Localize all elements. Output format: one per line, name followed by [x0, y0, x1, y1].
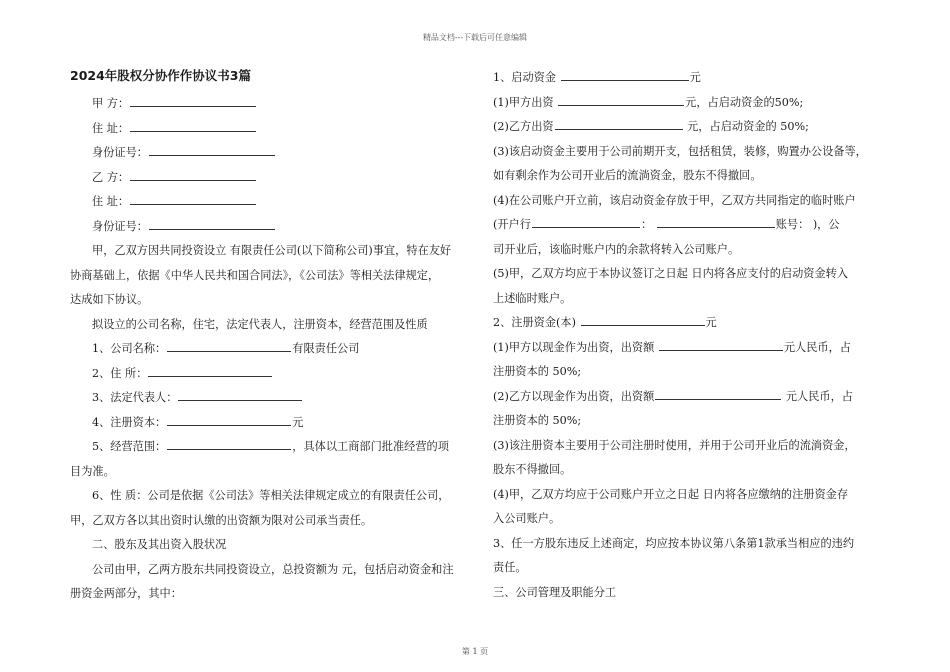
account-name-blank [657, 215, 775, 228]
startup-fund-blank [561, 68, 689, 81]
id-a-line: 身份证号： [70, 141, 470, 166]
id-a-blank [149, 143, 275, 156]
business-scope-blank [167, 437, 291, 450]
breach-line: 3、任一方股东违反上述商定，均应按本协议第八条第1款承当相应的违约 [493, 536, 855, 550]
breach-line-2: 责任。 [493, 561, 527, 574]
company-address-line: 2、住 所： [70, 362, 470, 387]
party-b-contribution-blank [555, 117, 683, 130]
legal-rep-line: 3、法定代表人： [70, 386, 470, 411]
party-b-line: 乙 方： [70, 166, 470, 191]
party-a-cash-line: (1)甲方以现金作为出资，出资额 元人民币，占 [493, 336, 888, 361]
investment-line: 公司由甲，乙两方股东共同投资设立，总投资额为 元，包括启动资金和注 [92, 562, 454, 576]
startup-use-line: (3)该启动资金主要用于公司前期开支，包括租赁，装修，购置办公设备等， [493, 144, 867, 158]
registered-capital-blank [167, 413, 291, 426]
party-b-contribution-line: (2)乙方出资 元，占启动资金的 50%; [493, 115, 888, 140]
address-a-line: 住 址： [70, 117, 470, 142]
party-a-cash-line-2: 注册资本的 50%; [493, 365, 582, 378]
temp-account-line: (4)在公司账户开立前，该启动资金存放于甲，乙双方共同指定的临时账户 [493, 193, 856, 207]
party-b-blank [130, 168, 256, 181]
address-b-line: 住 址： [70, 190, 470, 215]
id-b-line: 身份证号： [70, 215, 470, 240]
page-header: 精品文档---下载后可任意编辑 [422, 33, 528, 42]
bank-blank [532, 215, 640, 228]
intro-paragraph-line: 协商基础上，依据《中华人民共和国合同法》，《公司法》等相关法律规定， [70, 268, 440, 282]
company-name-line: 1、公司名称： 有限责任公司 [70, 337, 470, 362]
registered-capital-line: 4、注册资本： 元 [70, 411, 470, 436]
party-b-cash-line-2: 注册资本的 50%; [493, 414, 582, 427]
document-title: 2024年股权分协作作协议书3篇 [70, 68, 251, 83]
party-a-contribution-blank [558, 93, 684, 106]
party-a-cash-blank [659, 338, 783, 351]
registered-deposit-line: (4)甲，乙双方均应于公司账户开立之日起 日内将各应缴纳的注册资金存 [493, 487, 849, 501]
registered-use-line: (3)该注册资本主要用于公司注册时使用，并用于公司开业后的流淌资金， [493, 438, 856, 452]
startup-use-line-2: 如有剩余作为公司开业后的流淌资金，股东不得撤回。 [493, 169, 762, 182]
section-2-heading: 二、股东及其出资入股状况 [92, 538, 227, 551]
party-a-blank [130, 94, 256, 107]
page-footer: 第 1 页 [461, 647, 489, 656]
address-a-blank [130, 119, 256, 132]
company-address-blank [148, 364, 272, 377]
intro-paragraph-line: 达成如下协议。 [70, 293, 149, 306]
party-a-line: 甲 方： [70, 92, 470, 117]
business-scope-line: 5、经营范围： ，具体以工商部门批准经营的项 [70, 435, 470, 460]
registered-fund-blank [581, 313, 705, 326]
left-column [70, 66, 470, 607]
registered-use-line-2: 股东不得撤回。 [493, 463, 572, 476]
id-b-blank [149, 217, 275, 230]
intro-paragraph-line: 甲，乙双方因共同投资设立 有限责任公司(以下简称公司)事宜，特在友好 [92, 244, 452, 257]
business-scope-line-2: 目为准。 [70, 464, 115, 478]
startup-fund-line: 1、启动资金 元 [493, 66, 888, 91]
investment-line-2: 册资金两部分，其中： [70, 587, 182, 600]
company-nature-line: 6、性 质：公司是依据《公司法》等相关法律规定成立的有限责任公司， [92, 489, 450, 502]
legal-rep-blank [178, 388, 302, 401]
party-b-cash-line: (2)乙方以现金作为出资，出资额 元人民币，占 [493, 385, 888, 410]
temp-account-line-3: 司开业后，该临时账户内的余款将转入公司账户。 [493, 242, 740, 256]
deposit-deadline-line: (5)甲，乙双方均应于本协议签订之日起 日内将各应支付的启动资金转入 [493, 267, 849, 280]
registered-deposit-line-2: 入公司账户。 [493, 512, 561, 525]
company-nature-line-2: 甲，乙双方各以其出资时认缴的出资额为限对公司承当责任。 [70, 513, 373, 527]
party-b-cash-blank [655, 387, 781, 400]
temp-account-line-2: (开户行 ： 账号： )，公 [493, 213, 888, 238]
section-3-heading: 三、公司管理及职能分工 [493, 585, 617, 599]
registered-fund-line: 2、注册资金(本) 元 [493, 311, 888, 336]
company-info-heading: 拟设立的公司名称，住宅，法定代表人，注册资本，经营范围及性质 [92, 317, 428, 331]
company-name-blank [167, 339, 291, 352]
deposit-deadline-line-2: 上述临时账户。 [493, 291, 572, 305]
party-a-contribution-line: (1)甲方出资 元，占启动资金的50%; [493, 91, 888, 116]
address-b-blank [130, 192, 256, 205]
right-column [493, 66, 888, 605]
